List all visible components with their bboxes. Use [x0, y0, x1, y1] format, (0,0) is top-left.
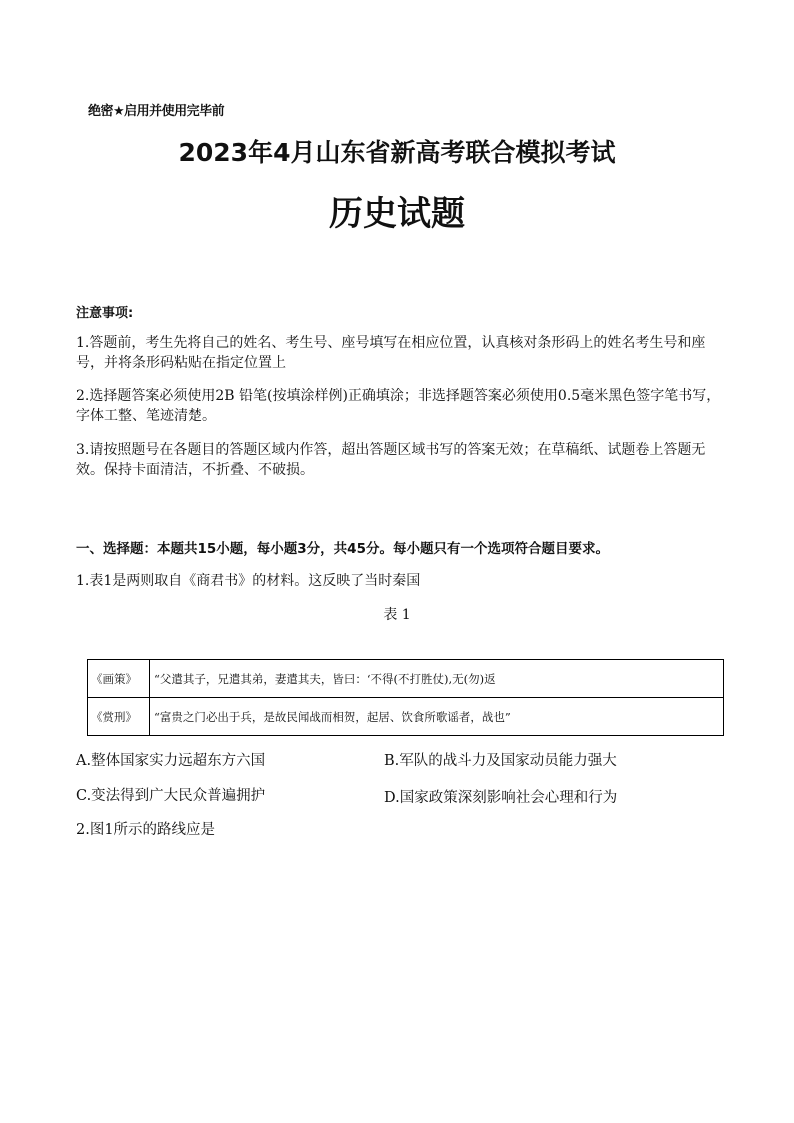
- option-d: D.国家政策深刻影响社会心理和行为: [384, 790, 618, 806]
- question-1-stem: 1.表1是两则取自《商君书》的材料。这反映了当时秦国: [76, 573, 421, 589]
- option-c: C.变法得到广大民众普遍拥护: [76, 788, 266, 804]
- notice-heading: 注意事项:: [76, 306, 134, 321]
- option-a: A.整体国家实力远超东方六国: [76, 753, 266, 769]
- confidential-mark: 绝密★启用并使用完毕前: [88, 104, 225, 119]
- notice-item-1: 1.答题前，考生先将自己的姓名、考生号、座号填写在相应位置，认真核对条形码上的姓名考生号和座号，并将条形码粘贴在指定位置上: [76, 335, 706, 371]
- section-heading: 一、选择题：本题共15小题，每小题3分，共45分。每小题只有一个选项符合题目要求。: [76, 541, 609, 557]
- table-cell-source: 《画策》: [88, 660, 150, 698]
- table-cell-text: “富贵之门必出于兵，是故民闻战而相贺，起居、饮食所歌谣者，战也”: [150, 698, 724, 736]
- table-caption: 表 1: [383, 607, 411, 623]
- notice-item-2: 2.选择题答案必须使用2B 铅笔(按填涂样例)正确填涂；非选择题答案必须使用0.5毫米黑色签字笔书写，字体工整、笔迹清楚。: [76, 388, 721, 424]
- notice-item-3: 3.请按照题号在各题目的答题区域内作答，超出答题区域书写的答案无效；在草稿纸、试题卷上答题无效。保持卡面清洁，不折叠、不破损。: [76, 442, 706, 478]
- table-row: [88, 698, 724, 736]
- table-cell-source: 《赏刑》: [88, 698, 150, 736]
- exam-title: 2023年4月山东省新高考联合模拟考试: [178, 138, 616, 167]
- table-cell-text: “父遣其子，兄遣其弟，妻遣其夫，皆曰：‘不得(不打胜仗),无(勿)返: [150, 660, 724, 698]
- option-b: B.军队的战斗力及国家动员能力强大: [384, 753, 617, 769]
- question-2-stem: 2.图1所示的路线应是: [76, 822, 216, 838]
- exam-subject: 历史试题: [329, 194, 465, 234]
- material-table: [87, 659, 724, 736]
- table-row: [88, 660, 724, 698]
